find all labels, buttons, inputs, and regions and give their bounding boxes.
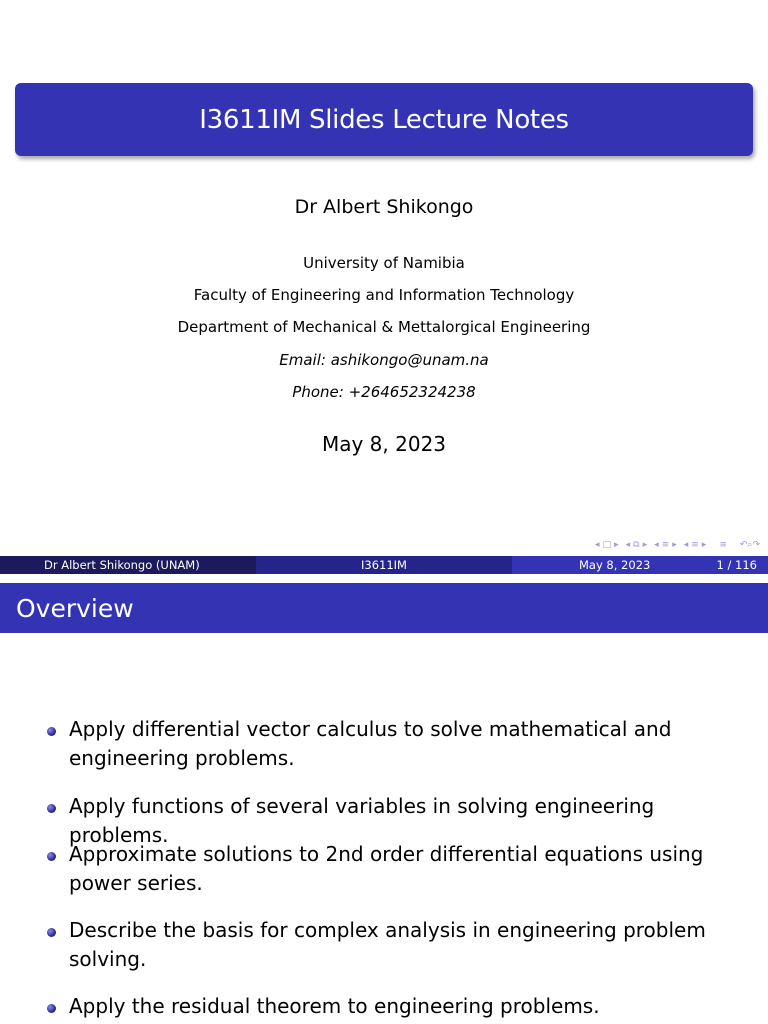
bullet-icon <box>47 727 56 736</box>
footline-date: May 8, 2023 <box>579 558 651 572</box>
subsection-next-icon[interactable]: ▸ <box>642 540 648 550</box>
search-icon[interactable]: ↶⌕↷ <box>739 540 760 550</box>
footline-right <box>512 556 768 574</box>
frame-title-bar <box>0 583 768 633</box>
phone-line: Phone: +264652324238 <box>292 383 476 401</box>
subsubsection-next-icon[interactable]: ▸ <box>701 540 707 550</box>
subsubsection-icon[interactable]: ≡ <box>691 540 699 550</box>
bullet-icon <box>47 852 56 861</box>
institution-line: University of Namibia <box>303 254 465 272</box>
subsubsection-prev-icon[interactable]: ◂ <box>683 540 689 550</box>
bullet-icon <box>47 928 56 937</box>
outline-icon[interactable]: ≡ <box>719 540 727 550</box>
subsection-prev-icon[interactable]: ◂ <box>625 540 631 550</box>
bullet-text: Apply functions of several variables in solving engineering problems. <box>69 794 655 847</box>
bullet-text: Approximate solutions to 2nd order differential equations using power series. <box>69 842 704 895</box>
email-line: Email: ashikongo@unam.na <box>279 351 489 369</box>
bullet-icon <box>47 804 56 813</box>
author-name: Dr Albert Shikongo <box>294 196 474 218</box>
institution-line: Department of Mechanical & Mettalorgical Engineering <box>177 318 591 336</box>
footline-course: I3611IM <box>256 556 512 574</box>
section-icon[interactable]: ≡ <box>661 540 670 550</box>
title-box <box>15 83 753 156</box>
navigation-symbols <box>595 538 760 552</box>
bullet-text: Apply differential vector calculus to solve mathematical and engineering problems. <box>69 717 672 770</box>
page-number: 1 / 116 <box>716 558 757 572</box>
frame-next-icon[interactable]: ▸ <box>614 540 619 550</box>
section-next-icon[interactable]: ▸ <box>672 540 677 550</box>
frame-prev-icon[interactable]: ◂ <box>595 540 600 550</box>
institution-line: Faculty of Engineering and Information Technology <box>193 286 575 304</box>
slide-title: I3611IM Slides Lecture Notes <box>199 104 569 135</box>
subsection-icon[interactable]: ⧉ <box>633 540 640 550</box>
bullet-icon <box>47 1004 56 1013</box>
bullet-text: Describe the basis for complex analysis in engineering problem solving. <box>69 918 706 971</box>
bullet-text: Apply the residual theorem to engineering problems. <box>69 994 600 1018</box>
frame-title: Overview <box>16 593 134 623</box>
section-prev-icon[interactable]: ◂ <box>654 540 659 550</box>
footline-author: Dr Albert Shikongo (UNAM) <box>0 556 256 574</box>
presentation-date: May 8, 2023 <box>321 432 447 456</box>
frame-icon[interactable]: □ <box>602 540 612 550</box>
footline <box>0 556 768 574</box>
